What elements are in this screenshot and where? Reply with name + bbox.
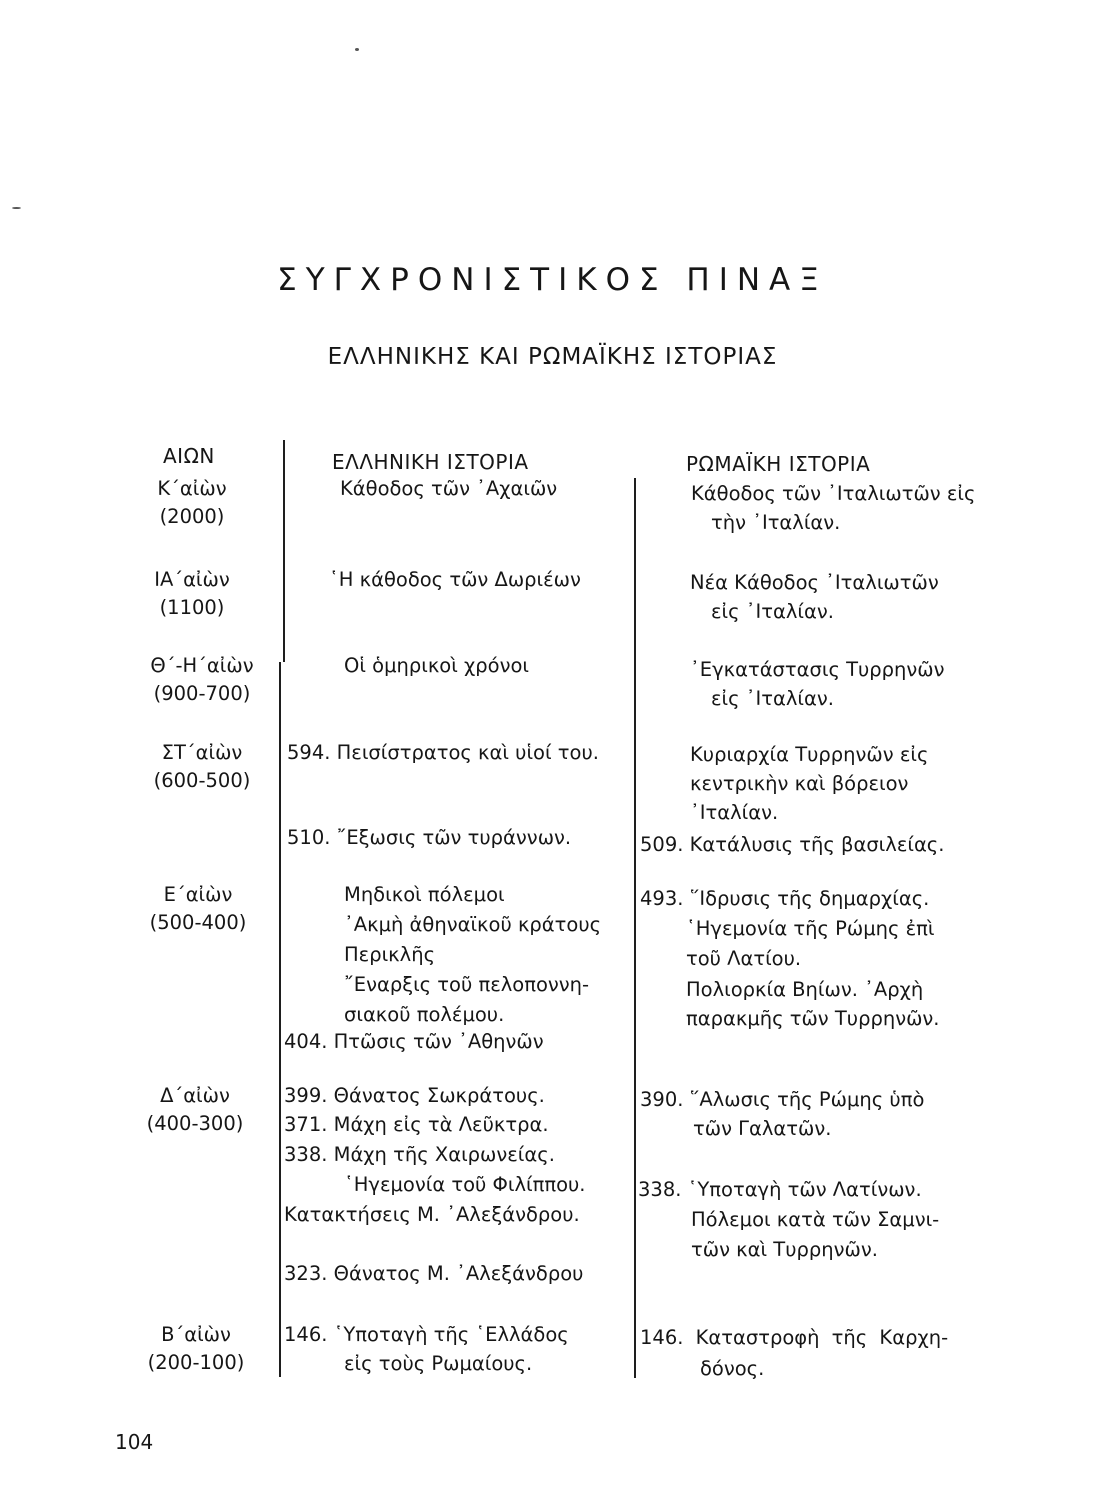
greek-event: 323. Θάνατος Μ. ᾿Αλεξάνδρου bbox=[284, 1262, 584, 1285]
greek-event: 404. Πτῶσις τῶν ᾿Αθηνῶν bbox=[284, 1030, 544, 1053]
era-range: (600-500) bbox=[153, 769, 251, 792]
era-column-header: ΑΙΩΝ bbox=[163, 444, 215, 468]
greek-event: 594. Πεισίστρατος καὶ υἱοί του. bbox=[287, 741, 599, 764]
era-label: Κ΄αἰὼν bbox=[157, 477, 227, 500]
greek-event: Κάθοδος τῶν ᾿Αχαιῶν bbox=[340, 477, 558, 500]
roman-event: 390. ῞Αλωσις τῆς Ρώμης ὑπὸ bbox=[640, 1088, 925, 1111]
greek-event: Περικλῆς bbox=[344, 943, 436, 966]
roman-event: τῶν καὶ Τυρρηνῶν. bbox=[691, 1238, 878, 1261]
roman-event: εἰς ᾿Ιταλίαν. bbox=[711, 600, 834, 623]
era-label: Θ΄-Η΄αἰὼν bbox=[150, 654, 254, 677]
greek-event: 371. Μάχη εἰς τὰ Λεῦκτρα. bbox=[284, 1113, 549, 1136]
column-divider-right bbox=[634, 478, 636, 1378]
roman-event: τὴν ᾿Ιταλίαν. bbox=[711, 511, 841, 534]
era-label: Δ΄αἰὼν bbox=[160, 1084, 230, 1107]
roman-event: παρακμῆς τῶν Τυρρηνῶν. bbox=[686, 1007, 940, 1030]
roman-event: Κυριαρχία Τυρρηνῶν εἰς bbox=[690, 743, 929, 766]
roman-event: ᾿Ιταλίαν. bbox=[690, 801, 779, 824]
roman-event: τῶν Γαλατῶν. bbox=[693, 1117, 832, 1140]
roman-event: Πολιορκία Βηίων. ᾿Αρχὴ bbox=[686, 978, 924, 1001]
era-range: (500-400) bbox=[149, 911, 247, 934]
roman-event: Νέα Κάθοδος ᾿Ιταλιωτῶν bbox=[690, 571, 939, 594]
roman-event: δόνος. bbox=[700, 1357, 765, 1380]
page-subtitle: ΕΛΛΗΝΙΚΗΣ ΚΑΙ ΡΩΜΑΪΚΗΣ ΙΣΤΟΡΙΑΣ bbox=[327, 344, 778, 370]
greek-event: ῾Η κάθοδος τῶν Δωριέων bbox=[329, 568, 581, 591]
greek-event: 510. ῎Εξωσις τῶν τυράννων. bbox=[287, 826, 572, 849]
era-label: ΣΤ΄αἰὼν bbox=[161, 741, 243, 764]
greek-event: 146. ῾Υποταγὴ τῆς ῾Ελλάδος bbox=[284, 1323, 569, 1346]
era-range: (2000) bbox=[159, 505, 225, 528]
greek-event: Κατακτήσεις Μ. ᾿Αλεξάνδρου. bbox=[284, 1203, 580, 1226]
roman-event: κεντρικὴν καὶ βόρειον bbox=[690, 772, 909, 795]
scan-speck bbox=[12, 207, 21, 209]
roman-event: 509. Κατάλυσις τῆς βασιλείας. bbox=[640, 833, 945, 856]
roman-event: 146. Καταστροφὴ τῆς Καρχη- bbox=[640, 1326, 949, 1349]
roman-event: Κάθοδος τῶν ᾿Ιταλιωτῶν εἰς bbox=[691, 482, 976, 505]
roman-event: ᾿Εγκατάστασις Τυρρηνῶν bbox=[690, 658, 945, 681]
roman-event: τοῦ Λατίου. bbox=[686, 947, 802, 970]
roman-event: εἰς ᾿Ιταλίαν. bbox=[711, 687, 834, 710]
greek-event: Μηδικοὶ πόλεμοι bbox=[344, 883, 505, 906]
roman-event: ῾Ηγεμονία τῆς Ρώμης ἐπὶ bbox=[686, 917, 935, 940]
roman-event: 493. ῞Ιδρυσις τῆς δημαρχίας. bbox=[640, 887, 930, 910]
scan-speck bbox=[355, 48, 359, 51]
roman-event: Πόλεμοι κατὰ τῶν Σαμνι- bbox=[691, 1208, 940, 1231]
page-number: 104 bbox=[115, 1430, 154, 1454]
era-label: Β΄αἰὼν bbox=[161, 1323, 231, 1346]
greek-event: ῎Εναρξις τοῦ πελοποννη- bbox=[344, 973, 590, 996]
greek-event: 399. Θάνατος Σωκράτους. bbox=[284, 1084, 545, 1107]
era-label: Ε΄αἰὼν bbox=[163, 883, 233, 906]
greek-column-header: ΕΛΛΗΝΙΚΗ ΙΣΤΟΡΙΑ bbox=[332, 450, 529, 474]
greek-event: ᾿Ακμὴ ἀθηναϊκοῦ κράτους bbox=[344, 913, 602, 936]
greek-event: 338. Μάχη τῆς Χαιρωνείας. bbox=[284, 1143, 555, 1166]
roman-event: 338. ῾Υποταγὴ τῶν Λατίνων. bbox=[638, 1178, 922, 1201]
era-range: (900-700) bbox=[153, 682, 251, 705]
greek-event: εἰς τοὺς Ρωμαίους. bbox=[344, 1352, 533, 1375]
roman-column-header: ΡΩΜΑΪΚΗ ΙΣΤΟΡΙΑ bbox=[686, 452, 871, 476]
greek-event: ῾Ηγεμονία τοῦ Φιλίππου. bbox=[344, 1173, 586, 1196]
column-divider-left bbox=[283, 440, 285, 662]
era-label: ΙΑ΄αἰὼν bbox=[154, 568, 230, 591]
greek-event: Οἱ ὁμηρικοὶ χρόνοι bbox=[344, 654, 530, 677]
greek-event: σιακοῦ πολέμου. bbox=[344, 1003, 505, 1026]
era-range: (1100) bbox=[159, 596, 225, 619]
era-range: (200-100) bbox=[147, 1351, 245, 1374]
era-range: (400-300) bbox=[146, 1112, 244, 1135]
page-title: ΣΥΓΧΡΟΝΙΣΤΙΚΟΣ ΠΙΝΑΞ bbox=[277, 262, 828, 298]
